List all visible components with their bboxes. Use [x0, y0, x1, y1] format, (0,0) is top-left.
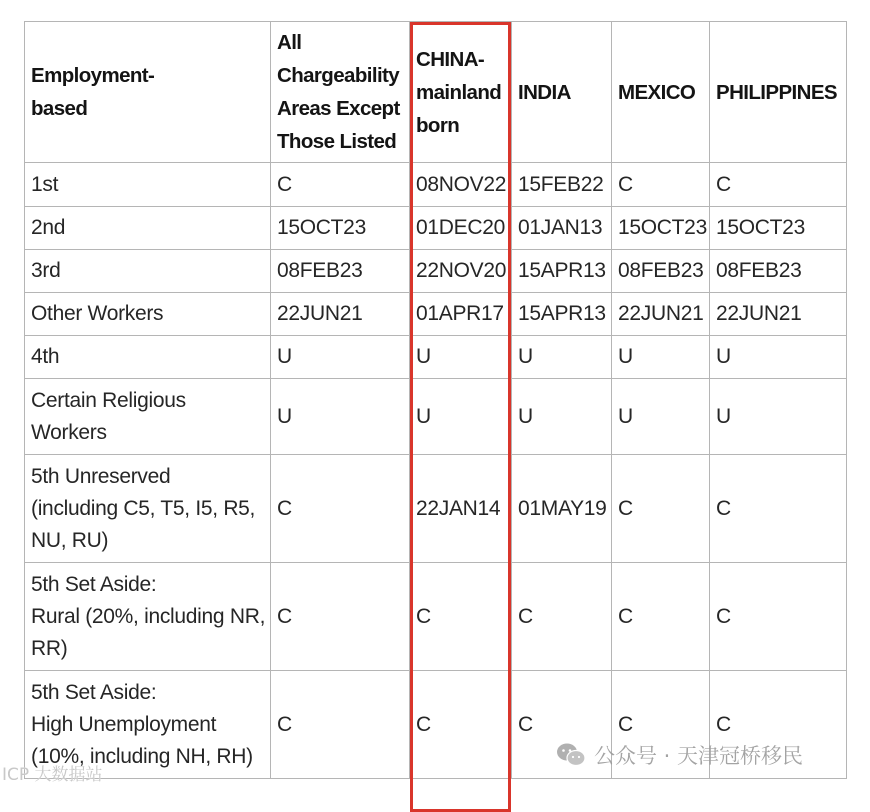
date-value: C: [618, 172, 633, 196]
row-category-text: 5th Set Aside: Rural (20%, including NR, RR): [31, 572, 266, 660]
date-value: 15OCT23: [277, 216, 366, 239]
table-body: [25, 163, 847, 779]
date-value: 08FEB23: [277, 259, 363, 282]
date-value: 15OCT23: [618, 216, 707, 239]
date-value: C: [518, 712, 533, 736]
date-cell: [612, 336, 710, 379]
row-category-cell: [25, 455, 271, 563]
date-value: C: [518, 604, 533, 628]
date-cell: [612, 563, 710, 671]
date-value: C: [277, 172, 292, 196]
header-row: [25, 22, 847, 163]
column-header: [25, 22, 271, 163]
date-cell: [271, 293, 410, 336]
row-category-cell: [25, 563, 271, 671]
date-cell: [612, 207, 710, 250]
date-value: U: [518, 404, 533, 428]
date-cell: [612, 250, 710, 293]
date-value: C: [618, 496, 633, 520]
date-cell: [410, 379, 512, 455]
date-value: C: [277, 496, 292, 520]
date-value: 01DEC20: [416, 216, 505, 239]
row-category-text: Other Workers: [31, 302, 164, 325]
date-value: U: [618, 404, 633, 428]
column-header-text: MEXICO: [618, 80, 696, 104]
date-value: C: [277, 604, 292, 628]
visa-bulletin-table: [24, 21, 847, 779]
date-value: 22JUN21: [277, 302, 363, 325]
row-category-text: 5th Set Aside: High Unemployment (10%, including NH, RH): [31, 680, 253, 768]
date-value: 15FEB22: [518, 172, 604, 196]
date-value: 01JAN13: [518, 216, 603, 239]
column-header: [271, 22, 410, 163]
table-row: [25, 379, 847, 455]
date-cell: [512, 379, 612, 455]
wechat-icon: [556, 742, 586, 768]
date-cell: [512, 563, 612, 671]
date-cell: [612, 293, 710, 336]
date-cell: [710, 563, 847, 671]
date-value: 22JAN14: [416, 496, 501, 520]
date-value: U: [618, 345, 633, 368]
date-value: 15APR13: [518, 302, 606, 325]
date-value: C: [416, 712, 431, 736]
row-category-text: Certain Religious Workers: [31, 388, 186, 444]
date-cell: [271, 379, 410, 455]
row-category-text: 1st: [31, 172, 59, 196]
row-category-text: 5th Unreserved (including C5, T5, I5, R5, NU, RU): [31, 464, 256, 552]
date-cell: [512, 163, 612, 207]
date-value: U: [716, 345, 731, 368]
row-category-text: 3rd: [31, 259, 61, 282]
date-cell: [410, 207, 512, 250]
date-cell: [710, 250, 847, 293]
date-value: 01APR17: [416, 302, 504, 325]
date-value: 08FEB23: [716, 259, 802, 282]
column-header-text: PHILIPPINES: [716, 80, 837, 104]
date-value: C: [618, 604, 633, 628]
date-cell: [410, 455, 512, 563]
date-cell: [410, 293, 512, 336]
corner-watermark: ICP 大数据站: [2, 765, 103, 785]
column-header-text: INDIA: [518, 80, 571, 104]
date-cell: [410, 336, 512, 379]
date-value: 22JUN21: [716, 302, 802, 325]
date-cell: [612, 163, 710, 207]
column-header: [410, 22, 512, 163]
row-category-cell: [25, 207, 271, 250]
date-cell: [512, 207, 612, 250]
date-cell: [271, 250, 410, 293]
date-value: C: [716, 604, 731, 628]
date-cell: [710, 207, 847, 250]
table-row: [25, 563, 847, 671]
date-cell: [710, 336, 847, 379]
row-category-cell: [25, 293, 271, 336]
date-cell: [271, 671, 410, 779]
row-category-cell: [25, 163, 271, 207]
row-category-text: 4th: [31, 345, 60, 368]
date-cell: [612, 379, 710, 455]
row-category-cell: [25, 379, 271, 455]
date-value: U: [716, 404, 731, 428]
date-value: 15OCT23: [716, 216, 805, 239]
date-value: 08FEB23: [618, 259, 704, 282]
table-row: [25, 455, 847, 563]
date-cell: [512, 250, 612, 293]
column-header: [612, 22, 710, 163]
date-value: 22JUN21: [618, 302, 704, 325]
column-header-text: CHINA- mainland born: [416, 47, 502, 137]
table-row: [25, 163, 847, 207]
date-cell: [410, 563, 512, 671]
date-value: C: [277, 712, 292, 736]
date-value: 01MAY19: [518, 496, 607, 520]
date-cell: [271, 163, 410, 207]
date-value: C: [716, 712, 731, 736]
row-category-text: 2nd: [31, 216, 66, 239]
date-cell: [271, 563, 410, 671]
date-cell: [410, 250, 512, 293]
date-cell: [271, 455, 410, 563]
date-cell: [512, 455, 612, 563]
date-cell: [710, 163, 847, 207]
table-row: [25, 293, 847, 336]
date-value: C: [416, 604, 431, 628]
date-cell: [512, 336, 612, 379]
date-cell: [710, 379, 847, 455]
row-category-cell: [25, 336, 271, 379]
date-value: 08NOV22: [416, 172, 507, 196]
table-row: [25, 250, 847, 293]
column-header: [710, 22, 847, 163]
row-category-cell: [25, 250, 271, 293]
wechat-watermark-text: 公众号 · 天津冠桥移民: [594, 744, 804, 768]
date-cell: [410, 671, 512, 779]
date-cell: [271, 336, 410, 379]
date-value: U: [518, 345, 533, 368]
wechat-watermark: [556, 737, 803, 773]
date-value: C: [716, 496, 731, 520]
date-value: U: [277, 345, 292, 368]
column-header-text: Employment- based: [31, 64, 155, 120]
date-value: 15APR13: [518, 259, 606, 282]
visa-bulletin-table-container: [24, 21, 848, 811]
date-value: U: [277, 404, 292, 428]
table-row: [25, 207, 847, 250]
date-cell: [271, 207, 410, 250]
table-row: [25, 336, 847, 379]
date-value: U: [416, 345, 431, 368]
date-cell: [710, 455, 847, 563]
date-cell: [710, 293, 847, 336]
column-header-text: All Chargeability Areas Except Those Listed: [277, 31, 400, 153]
column-header: [512, 22, 612, 163]
date-cell: [612, 455, 710, 563]
date-cell: [410, 163, 512, 207]
date-value: C: [618, 712, 633, 736]
date-cell: [512, 293, 612, 336]
date-value: C: [716, 172, 731, 196]
date-value: U: [416, 404, 431, 428]
date-value: 22NOV20: [416, 259, 507, 282]
